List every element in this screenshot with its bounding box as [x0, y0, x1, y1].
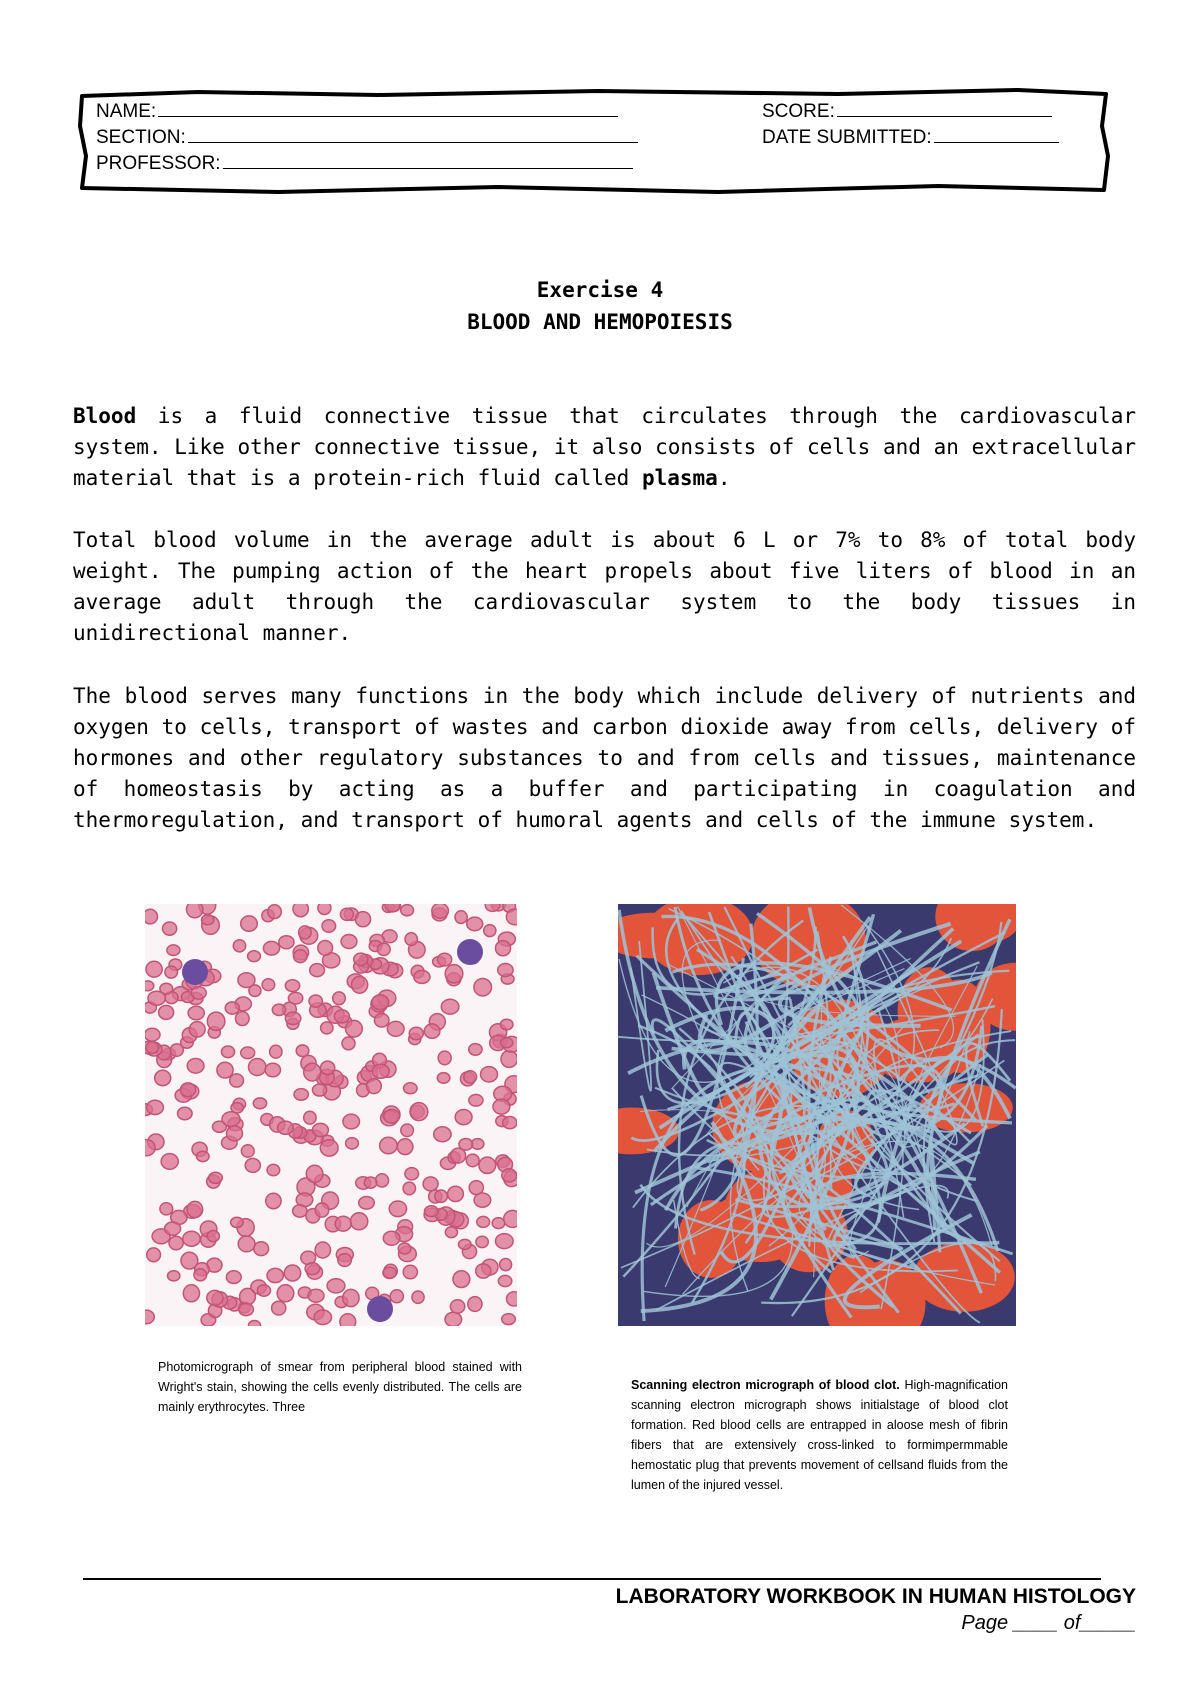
erythrocyte: [285, 980, 299, 992]
erythrocyte: [477, 1216, 490, 1227]
erythrocyte: [448, 1186, 464, 1201]
p1-text-b: .: [717, 466, 731, 490]
erythrocyte: [304, 1063, 321, 1081]
erythrocyte: [169, 1236, 183, 1250]
erythrocyte: [375, 1174, 388, 1187]
blood-smear-photomicrograph: [145, 904, 517, 1326]
right-figure-caption: [631, 1375, 1008, 1495]
erythrocyte: [239, 1303, 254, 1315]
erythrocyte: [207, 1012, 225, 1030]
erythrocyte: [227, 1126, 243, 1141]
erythrocyte: [468, 1297, 482, 1312]
erythrocyte: [160, 1203, 173, 1215]
erythrocyte: [401, 905, 414, 916]
left-figure-caption: Photomicrograph of smear from peripheral blood stained with Wright's stain, showing the cells evenly distributed. The cells are mainly erythrocytes. Three: [158, 1360, 522, 1414]
date-submitted-blank[interactable]: [934, 124, 1059, 143]
erythrocyte: [390, 1290, 403, 1303]
professor-field[interactable]: [96, 150, 633, 175]
professor-label: PROFESSOR:: [96, 153, 221, 174]
footer-divider: [83, 1578, 1101, 1580]
professor-blank[interactable]: [223, 150, 633, 169]
leukocyte: [457, 939, 483, 965]
erythrocyte: [183, 1285, 199, 1302]
erythrocyte: [257, 1285, 270, 1296]
erythrocyte: [498, 1275, 511, 1286]
erythrocyte: [155, 1070, 171, 1085]
erythrocyte: [197, 1151, 210, 1161]
erythrocyte: [159, 1005, 174, 1019]
erythrocyte: [187, 1201, 203, 1217]
erythrocyte: [249, 1059, 266, 1076]
erythrocyte: [180, 1083, 195, 1097]
erythrocyte: [249, 1321, 261, 1327]
erythrocyte: [314, 1310, 331, 1325]
erythrocyte: [306, 1165, 323, 1182]
name-blank[interactable]: [158, 98, 618, 117]
erythrocyte: [296, 1045, 309, 1057]
erythrocyte: [425, 1206, 439, 1217]
erythrocyte: [501, 1038, 513, 1048]
score-label: SCORE:: [762, 101, 835, 122]
section-label: SECTION:: [96, 127, 186, 148]
erythrocyte: [293, 904, 308, 917]
erythrocyte: [410, 1103, 428, 1121]
erythrocyte: [464, 1071, 477, 1083]
erythrocyte: [267, 1164, 280, 1175]
erythrocyte: [279, 936, 294, 949]
erythrocyte: [187, 1059, 204, 1074]
erythrocyte: [146, 961, 162, 977]
erythrocyte: [240, 1288, 256, 1304]
erythrocyte: [502, 1314, 516, 1325]
erythrocyte: [437, 1073, 450, 1084]
erythrocyte: [438, 1051, 451, 1065]
erythrocyte: [405, 933, 417, 946]
erythrocyte: [321, 1061, 335, 1075]
erythrocyte: [225, 1002, 239, 1014]
erythrocyte: [403, 1265, 417, 1279]
erythrocyte: [222, 1112, 240, 1126]
erythrocyte: [209, 1172, 223, 1183]
erythrocyte: [183, 1231, 200, 1246]
erythrocyte: [170, 1044, 183, 1056]
erythrocyte: [299, 926, 312, 939]
erythrocyte: [485, 904, 500, 911]
erythrocyte: [188, 1006, 204, 1019]
erythrocyte: [481, 1067, 498, 1082]
erythrocyte: [445, 1227, 457, 1238]
smear-image: [145, 904, 517, 1326]
erythrocyte: [498, 964, 513, 977]
erythrocyte: [167, 945, 180, 956]
erythrocyte: [506, 909, 517, 925]
erythrocyte: [145, 1028, 160, 1041]
erythrocyte: [230, 1074, 244, 1087]
section-field[interactable]: [96, 124, 638, 149]
erythrocyte: [403, 1182, 415, 1195]
name-field[interactable]: [96, 98, 618, 123]
erythrocyte: [334, 1010, 349, 1023]
erythrocyte: [479, 1157, 496, 1173]
erythrocyte: [254, 1242, 269, 1256]
erythrocyte: [469, 1044, 482, 1056]
erythrocyte: [367, 1079, 382, 1094]
erythrocyte: [434, 1127, 451, 1142]
erythrocyte: [272, 1301, 286, 1315]
erythrocyte: [453, 1271, 470, 1288]
erythrocyte: [398, 1243, 411, 1254]
erythrocyte: [507, 1292, 518, 1306]
leukocyte: [182, 959, 208, 985]
erythrocyte: [270, 1045, 282, 1058]
erythrocyte: [207, 1231, 219, 1242]
erythrocyte: [284, 1265, 300, 1281]
erythrocyte: [384, 1110, 400, 1124]
date-submitted-field[interactable]: [762, 124, 1059, 149]
erythrocyte: [343, 1114, 360, 1129]
erythrocyte: [304, 1111, 316, 1124]
erythrocyte: [492, 1218, 505, 1229]
leukocyte: [367, 1296, 393, 1322]
erythrocyte: [293, 1205, 307, 1217]
erythrocyte: [253, 1098, 266, 1109]
erythrocyte: [236, 1012, 250, 1026]
erythrocyte: [263, 941, 279, 955]
erythrocyte: [503, 1117, 517, 1129]
score-blank[interactable]: [837, 98, 1052, 117]
erythrocyte: [469, 1095, 483, 1107]
erythrocyte: [268, 905, 282, 919]
erythrocyte: [372, 1064, 389, 1078]
erythrocyte: [412, 1291, 424, 1303]
erythrocyte: [359, 1197, 375, 1210]
erythrocyte: [474, 979, 492, 996]
workbook-title: LABORATORY WORKBOOK IN HUMAN HISTOLOGY: [615, 1585, 1136, 1608]
erythrocyte: [380, 1137, 398, 1153]
paragraph-blood-functions: The blood serves many functions in the body which include delivery of nutrients and oxygen to cells, transport of wastes and carbon dioxide away from cells, delivery of hormones and other regulatory substances to and from cells and tissues, maintenance of homeostasis by acting as a buffer and participating in coagulation and thermoregulation, and transport of humoral agents and cells of the immune system.: [73, 684, 1136, 832]
erythrocyte: [321, 1022, 333, 1034]
erythrocyte: [202, 915, 214, 925]
score-field[interactable]: [762, 98, 1052, 123]
erythrocyte: [163, 922, 177, 935]
erythrocyte: [318, 941, 333, 956]
erythrocyte: [414, 970, 430, 983]
erythrocyte: [355, 912, 370, 927]
erythrocyte: [241, 916, 258, 931]
erythrocyte: [226, 1271, 241, 1284]
erythrocyte: [352, 976, 368, 993]
date-submitted-label: DATE SUBMITTED:: [762, 127, 932, 148]
erythrocyte: [238, 973, 255, 988]
erythrocyte: [145, 1310, 154, 1324]
erythrocyte: [484, 925, 496, 937]
erythrocyte: [294, 950, 308, 963]
term-plasma: plasma: [641, 466, 718, 490]
erythrocyte: [310, 964, 325, 977]
erythrocyte: [502, 1169, 517, 1182]
blood-clot-sem: [618, 904, 1016, 1326]
erythrocyte: [451, 1148, 466, 1163]
erythrocyte: [145, 1140, 155, 1156]
erythrocyte: [327, 1279, 345, 1293]
erythrocyte: [340, 1314, 356, 1326]
erythrocyte: [231, 1217, 244, 1227]
erythrocyte: [459, 1239, 472, 1249]
erythrocyte: [266, 1193, 281, 1208]
erythrocyte: [145, 981, 154, 991]
erythrocyte: [350, 1213, 367, 1230]
erythrocyte: [467, 917, 483, 931]
erythrocyte: [346, 1020, 363, 1037]
exercise-number: Exercise 4: [536, 278, 664, 302]
erythrocyte: [241, 1145, 254, 1157]
erythrocyte: [424, 1024, 440, 1038]
erythrocyte: [423, 1177, 438, 1191]
erythrocyte: [322, 920, 336, 933]
erythrocyte: [496, 941, 511, 956]
erythrocyte: [318, 904, 331, 915]
erythrocyte: [476, 1264, 491, 1278]
erythrocyte: [272, 1004, 285, 1015]
erythrocyte: [438, 953, 452, 966]
erythrocyte: [233, 940, 245, 952]
erythrocyte: [217, 1062, 233, 1078]
erythrocyte: [148, 991, 165, 1005]
erythrocyte: [450, 1300, 464, 1313]
name-label: NAME:: [96, 101, 157, 122]
erythrocyte: [493, 1099, 510, 1114]
erythrocyte: [315, 1242, 330, 1258]
erythrocyte: [476, 1236, 488, 1247]
erythrocyte: [178, 1107, 193, 1119]
erythrocyte: [165, 1222, 181, 1235]
erythrocyte: [466, 1154, 479, 1167]
erythrocyte: [267, 1268, 283, 1282]
erythrocyte: [312, 1123, 328, 1136]
erythrocyte: [374, 1014, 389, 1028]
erythrocyte: [346, 1138, 359, 1149]
erythrocyte: [455, 911, 467, 924]
erythrocyte: [320, 1140, 338, 1156]
erythrocyte: [341, 935, 357, 949]
erythrocyte: [241, 1047, 255, 1059]
erythrocyte: [245, 1158, 260, 1172]
student-info-box: [78, 86, 1110, 198]
sem-image: [618, 904, 1016, 1326]
erythrocyte: [364, 1177, 377, 1188]
erythrocyte: [445, 965, 463, 983]
erythrocyte: [165, 966, 178, 978]
paragraph-blood-volume: Total blood volume in the average adult is about 6 L or 7% to 8% of total body weight. The pumping action of the heart propels about five liters of blood in an average adult through the cardiovascular system to the body tissues in unidirectional manner.: [73, 528, 1136, 645]
erythrocyte: [189, 1022, 205, 1037]
erythrocyte: [265, 1063, 280, 1077]
erythrocyte: [168, 1271, 180, 1281]
erythrocyte: [145, 909, 158, 924]
erythrocyte: [342, 1037, 355, 1050]
erythrocyte: [387, 1021, 404, 1036]
erythrocyte: [377, 943, 390, 955]
erythrocyte: [445, 1312, 462, 1326]
erythrocyte: [333, 992, 346, 1005]
erythrocyte: [146, 1042, 159, 1054]
erythrocyte: [147, 1248, 161, 1262]
erythrocyte: [262, 979, 275, 991]
erythrocyte: [285, 1012, 301, 1024]
erythrocyte: [354, 953, 368, 965]
erythrocyte: [435, 1190, 448, 1202]
paragraph-blood-definition: [73, 401, 1136, 494]
erythrocyte: [441, 999, 459, 1014]
erythrocyte: [308, 1289, 324, 1302]
erythrocyte: [405, 1168, 419, 1180]
erythrocyte: [294, 1089, 308, 1101]
erythrocyte: [409, 1027, 423, 1039]
erythrocyte: [191, 987, 206, 999]
erythrocyte: [161, 1154, 178, 1170]
erythrocyte: [383, 1267, 396, 1278]
erythrocyte: [401, 1124, 414, 1137]
erythrocyte: [238, 1236, 255, 1252]
erythrocyte: [372, 995, 389, 1010]
erythrocyte: [313, 1084, 327, 1096]
exercise-topic: BLOOD AND HEMOPOIESIS: [467, 310, 733, 334]
erythrocyte: [432, 904, 449, 918]
erythrocyte: [385, 904, 400, 912]
page-number: Page ____ of_____: [961, 1612, 1136, 1634]
erythrocyte: [383, 1231, 400, 1245]
erythrocyte: [397, 1139, 413, 1155]
erythrocyte: [389, 1201, 406, 1217]
erythrocyte: [335, 1216, 351, 1231]
erythrocyte: [496, 1234, 514, 1249]
erythrocyte: [500, 1259, 512, 1271]
right-caption-body: High-magnification scanning electron micrograph shows initialstage of blood clot formation. Red blood cells are entrapped in aloose mesh of fibrin fibers that are extensively cross-linked to formimpermmable hemostatic plug that prevents movement of cellsand fluids from the lumen of the injured vessel.: [631, 1378, 1008, 1492]
erythrocyte: [221, 1046, 234, 1058]
erythrocyte: [194, 1269, 207, 1281]
erythrocyte: [309, 995, 322, 1007]
section-blank[interactable]: [188, 124, 638, 143]
erythrocyte: [501, 1051, 517, 1068]
erythrocyte: [500, 1019, 513, 1030]
term-blood: Blood: [73, 404, 137, 428]
erythrocyte: [340, 908, 353, 920]
erythrocyte: [248, 951, 261, 962]
erythrocyte: [455, 1110, 472, 1125]
erythrocyte: [305, 1263, 320, 1275]
erythrocyte: [147, 1100, 164, 1114]
erythrocyte: [187, 904, 203, 918]
erythrocyte: [338, 1254, 352, 1267]
erythrocyte: [315, 1203, 329, 1217]
erythrocyte: [277, 1285, 294, 1302]
erythrocyte: [404, 1083, 418, 1094]
erythrocyte: [504, 1210, 517, 1227]
p1-text-a: is a fluid connective tissue that circulates through the cardiovascular system. Like other connective tissue, it also consists of cells and an extracellular material that is a protein-rich fluid called: [73, 404, 1136, 490]
erythrocyte: [474, 1193, 491, 1207]
erythrocyte: [207, 1290, 223, 1305]
right-caption-title: Scanning electron micrograph of blood clot.: [631, 1378, 900, 1392]
erythrocyte: [343, 1289, 359, 1306]
erythrocyte: [278, 1121, 294, 1134]
